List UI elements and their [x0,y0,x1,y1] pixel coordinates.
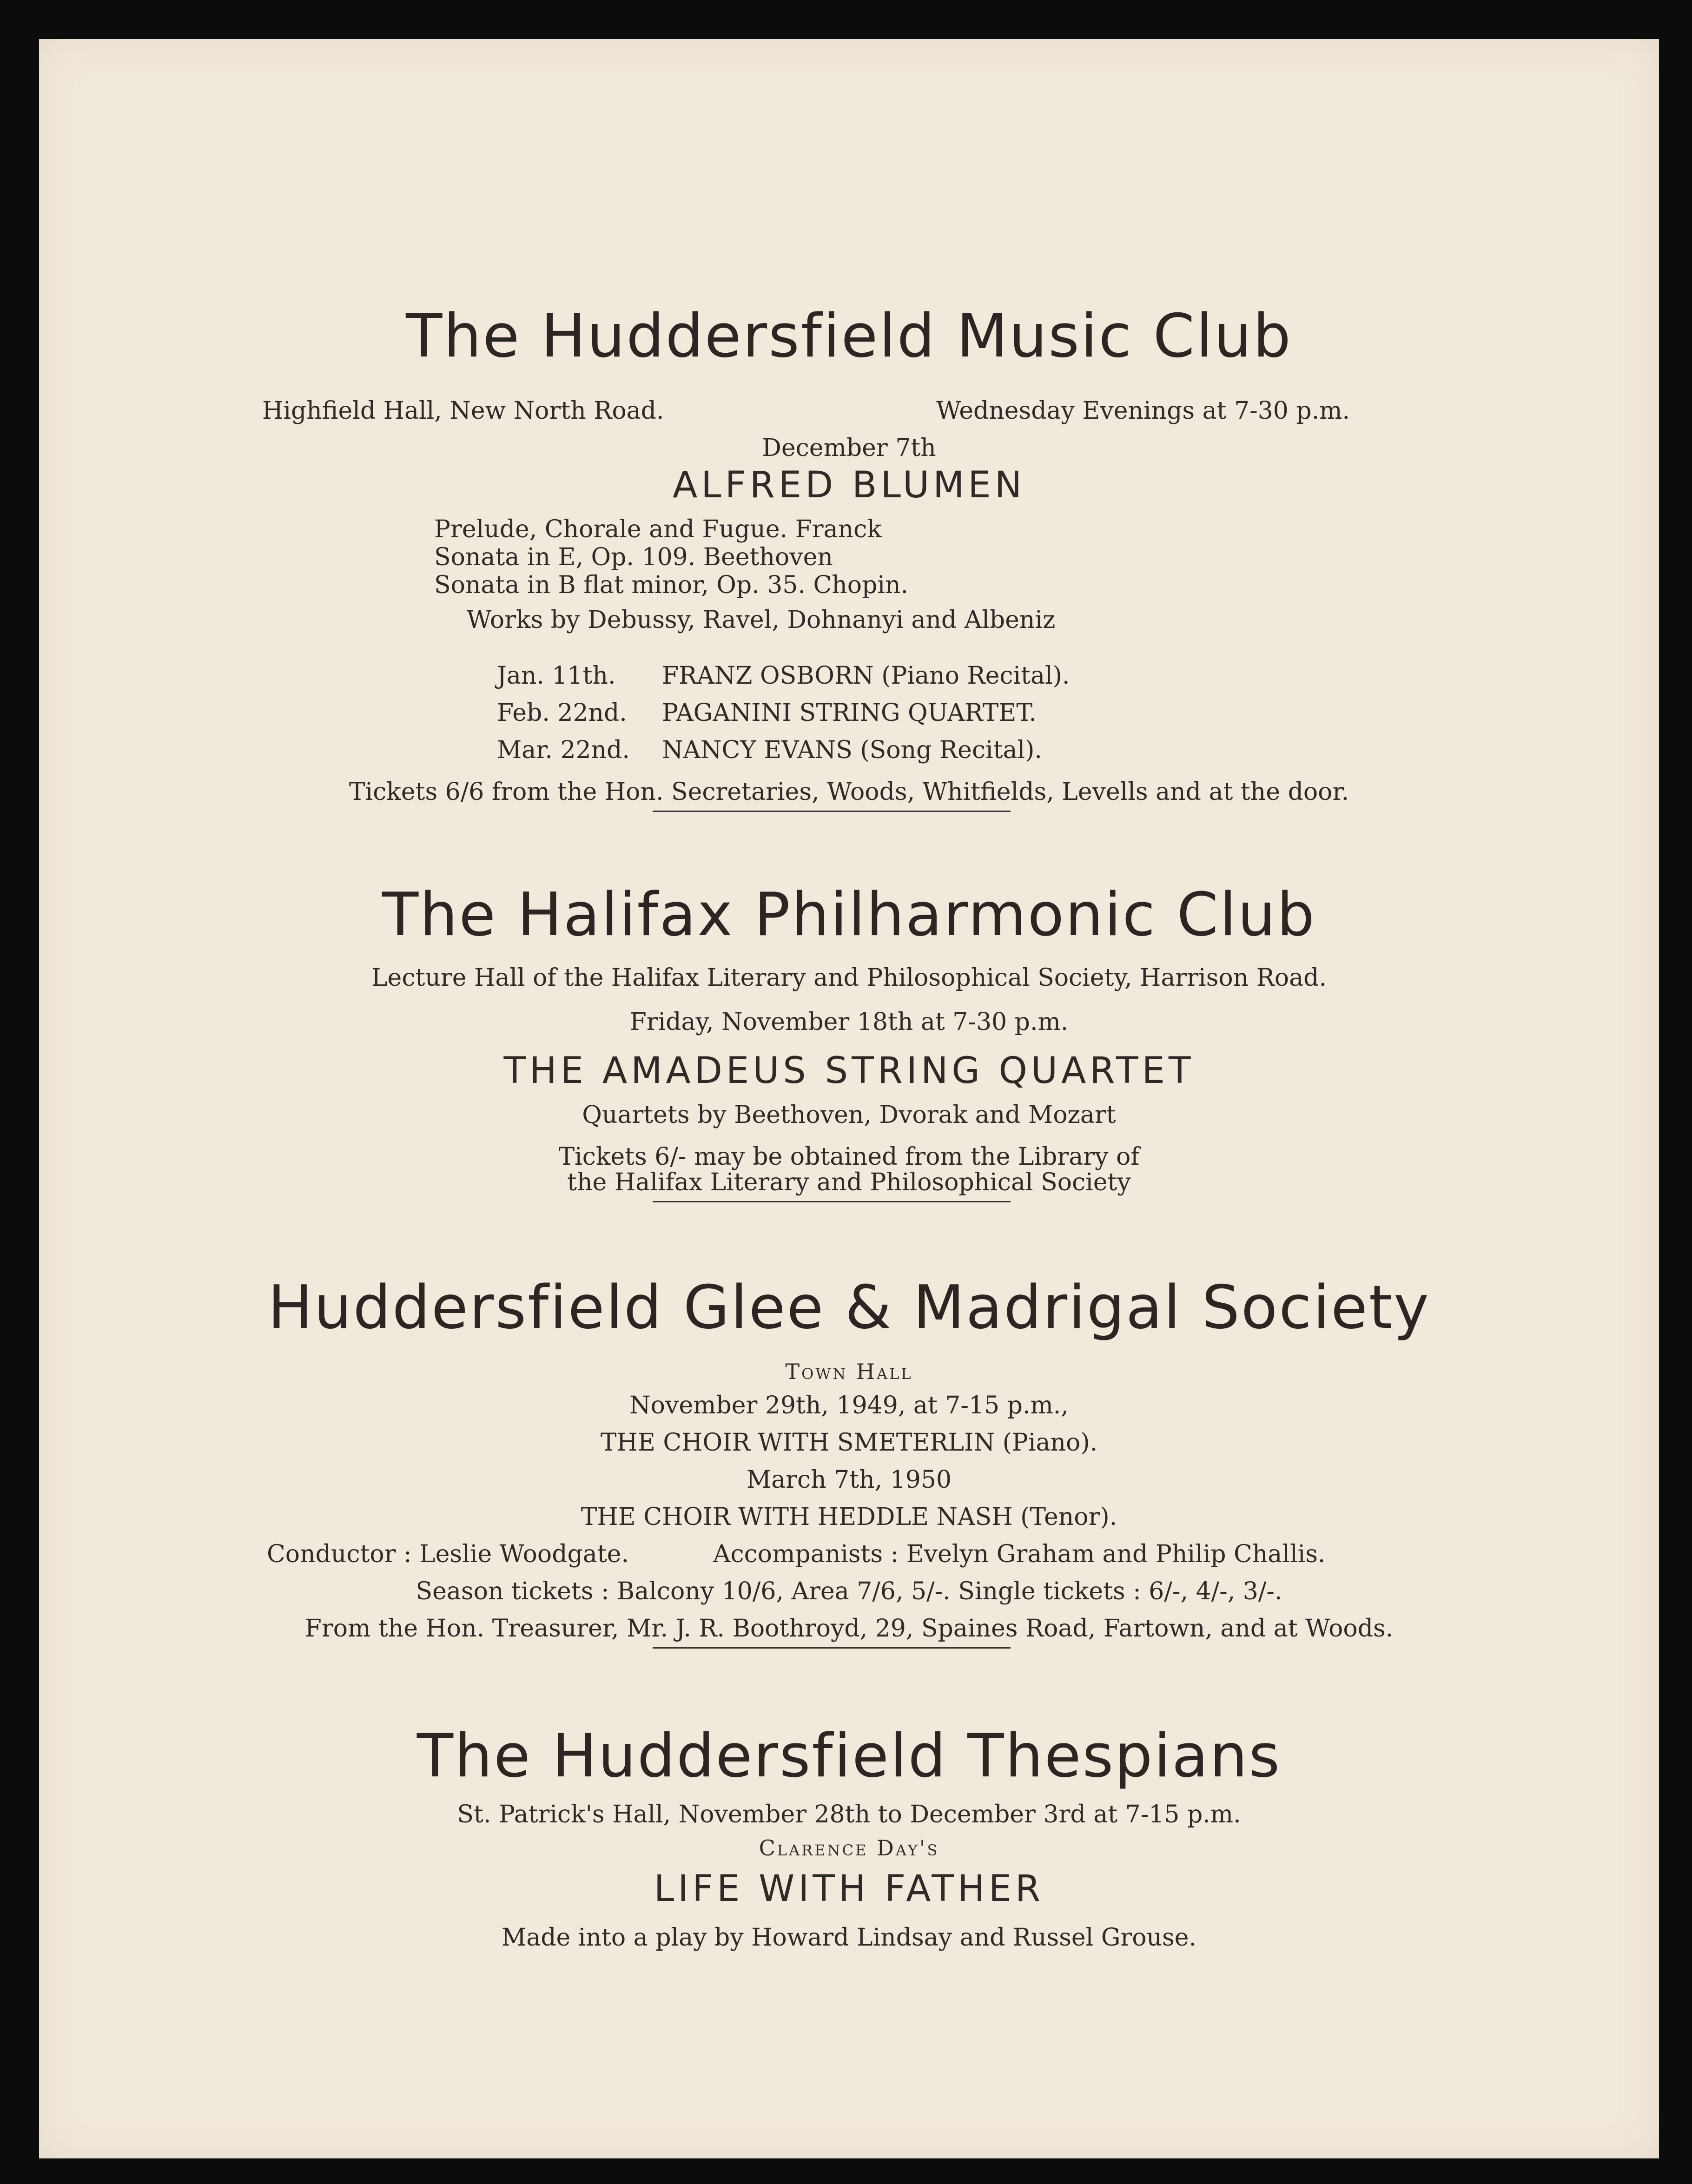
glee-accompanists: Accompanists : Evelyn Graham and Philip Challis. [713,1540,1326,1568]
halifax-performer: THE AMADEUS STRING QUARTET [503,1050,1195,1092]
upcoming-date: Mar. 22nd. [497,736,630,764]
divider [653,1647,1011,1649]
divider [653,811,1011,812]
thespians-play: LIFE WITH FATHER [654,1868,1044,1910]
glee-event: THE CHOIR WITH HEDDLE NASH (Tenor). [581,1503,1117,1531]
glee-season-tickets: Season tickets : Balcony 10/6, Area 7/6, 5/-. Single tickets : 6/-, 4/-, 3/-. [416,1577,1282,1605]
glee-date: November 29th, 1949, at 7-15 p.m., [629,1392,1069,1419]
glee-conductor: Conductor : Leslie Woodgate. [267,1540,629,1568]
thespians-author: Clarence Day's [759,1835,939,1861]
halifax-title: The Halifax Philharmonic Club [382,880,1316,950]
upcoming-event: FRANZ OSBORN (Piano Recital). [662,662,1070,690]
upcoming-event: NANCY EVANS (Song Recital). [662,736,1042,764]
program-item: Sonata in E, Op. 109. Beethoven [434,543,833,571]
halifax-program: Quartets by Beethoven, Dvorak and Mozart [582,1101,1116,1129]
glee-event: THE CHOIR WITH SMETERLIN (Piano). [600,1429,1098,1457]
upcoming-date: Jan. 11th. [497,662,616,690]
halifax-tickets: Tickets 6/- may be obtained from the Library of [558,1143,1140,1171]
program-item: Prelude, Chorale and Fugue. Franck [434,515,882,543]
music-club-works: Works by Debussy, Ravel, Dohnanyi and Albeniz [467,606,1056,634]
programme-page [39,39,1659,2158]
halifax-venue: Lecture Hall of the Halifax Literary and Philosophical Society, Harrison Road. [371,964,1327,992]
upcoming-date: Feb. 22nd. [497,699,627,727]
divider [653,1201,1011,1202]
music-club-tickets: Tickets 6/6 from the Hon. Secretaries, Woods, Whitfields, Levells and at the door. [349,778,1349,806]
thespians-venue: St. Patrick's Hall, November 28th to December 3rd at 7-15 p.m. [457,1801,1241,1828]
music-club-title: The Huddersfield Music Club [406,302,1292,371]
upcoming-event: PAGANINI STRING QUARTET. [662,699,1037,727]
thespians-title: The Huddersfield Thespians [416,1722,1282,1791]
music-club-venue: Highfield Hall, New North Road. [262,397,664,425]
glee-title: Huddersfield Glee & Madrigal Society [268,1273,1430,1342]
program-item: Sonata in B flat minor, Op. 35. Chopin. [434,571,909,599]
halifax-date: Friday, November 18th at 7-30 p.m. [629,1008,1069,1036]
glee-treasurer: From the Hon. Treasurer, Mr. J. R. Boothroyd, 29, Spaines Road, Fartown, and at Woods. [304,1615,1394,1643]
music-club-date: December 7th [762,434,936,462]
glee-date: March 7th, 1950 [746,1466,952,1494]
music-club-time: Wednesday Evenings at 7-30 p.m. [936,397,1350,425]
glee-venue: Town Hall [785,1359,913,1384]
thespians-credit: Made into a play by Howard Lindsay and Russel Grouse. [501,1924,1197,1952]
halifax-tickets: the Halifax Literary and Philosophical Society [567,1168,1131,1196]
music-club-performer: ALFRED BLUMEN [672,464,1026,506]
